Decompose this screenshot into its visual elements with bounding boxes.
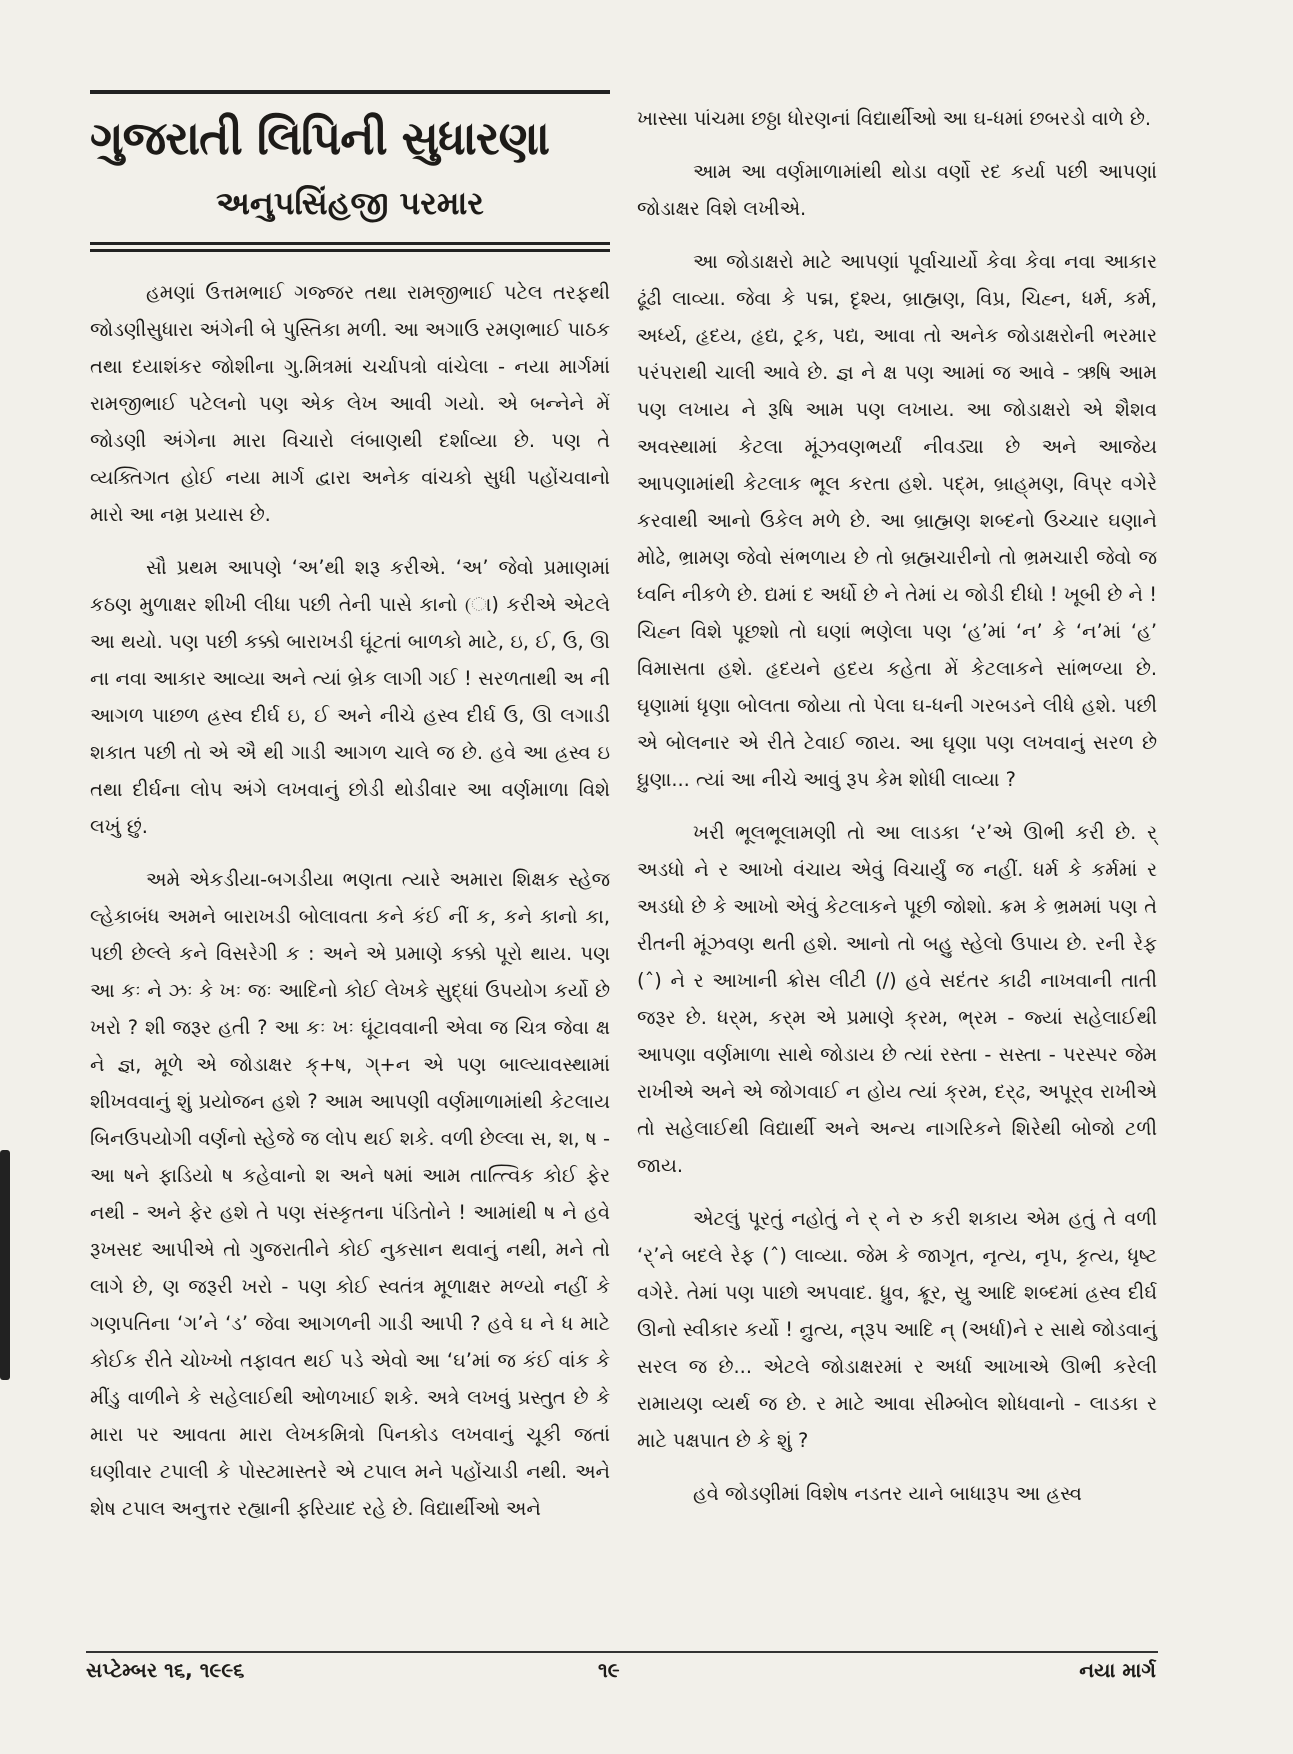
title-bottom-rule [90, 242, 610, 252]
paragraph: આમ આ વર્ણમાળામાંથી થોડા વર્ણો રદ કર્યા પછી આપણાં જોડાક્ષર વિશે લખીએ. [637, 160, 1157, 220]
paragraph: આ જોડાક્ષરો માટે આપણાં પૂર્વાચાર્યો કેવા કેવા નવા આકાર ઢૂંઢી લાવ્યા. જેવા કે પદ્મ, દૃશ્ય, બ્રાહ્મણ, વિપ્ર, ચિહ્ન, ધર્મ, કર્મ, અર્ધ્ય, હૃદય, હૃદ્ય, ટ્રક, પદ્ય, આવા તો અનેક જોડાક્ષરોની ભરમાર પરંપરાથી ચાલી આવે છે. જ્ઞ ને ક્ષ પણ આમાં જ આવે - ઋષિ આમ પણ લખાય ને રૂષિ આમ પણ લખાય. આ જોડાક્ષરો એ શૈશવ અવસ્થામાં કેટલા મૂંઝવણભર્યાં નીવડ્યા છે અને આજેય આપણામાંથી કેટલાક ભૂલ કરતા હશે. પદ્‌મ, બ્રાહ્‌મણ, વિપ્‌ર વગેરે કરવાથી આનો ઉકેલ મળે છે. આ બ્રાહ્મણ શબ્દનો ઉચ્ચાર ઘણાને મોઢે, ભ્રામણ જેવો સંભળાય છે તો બ્રહ્મચારીનો તો ભ્રમચારી જેવો જ ધ્વનિ નીકળે છે. દ્યમાં દ અર્ધો છે ને તેમાં ય જોડી દીધો ! ખૂબી છે ને ! ચિહ્ન વિશે પૂછશો તો ઘણાં ભણેલા પણ ‘હ’માં ‘ન’ કે ‘ન’માં ‘હ’ વિમાસતા હશે. હૃદયને હદય કહેતા મેં કેટલાકને સાંભળ્યા છે. ઘૃણામાં ધૃણા બોલતા જોયા તો પેલા ઘ-ધની ગરબડને લીધે હશે. પછી એ બોલનાર એ રીતે ટેવાઈ જાય. આ ઘૃણા પણ લખવાનું સરળ છે ઘ્રુણા... ત્યાં આ નીચે આવું રૂપ કેમ શોધી લાવ્યા ? [637, 250, 1157, 791]
article-author: અનુપસિંહજી પરમાર [216, 184, 484, 222]
title-top-rule [90, 90, 610, 94]
paragraph: હવે જોડણીમાં વિશેષ નડતર યાને બાધારૂપ આ હ્રસ્વ [693, 1482, 1082, 1505]
paragraph: ખરી ભૂલભૂલામણી તો આ લાડકા ‘ર’એ ઊભી કરી છે. ર્ અડધો ને ર આખો વંચાય એવું વિચાર્યું જ નહીં. ધર્મ કે કર્મમાં ર અડધો છે કે આખો એવું કેટલાકને પૂછી જોશો. ક્રમ કે ભ્રમમાં પણ તે રીતની મૂંઝવણ થતી હશે. આનો તો બહુ સ્હેલો ઉપાય છે. રની રેફ (ˆ) ને ર આખાની ક્રોસ લીટી (/) હવે સદંતર કાઢી નાખવાની તાતી જરૂર છે. ધર્‌મ, કર્‌મ એ પ્રમાણે ક્‌રમ, ભ્‌રમ - જ્યાં સહેલાઈથી આપણા વર્ણમાળા સાથે જોડાય છે ત્યાં રસ્તા - સસ્તા - પરસ્પર જેમ રાખીએ અને એ જોગવાઈ ન હોય ત્યાં ક્‌રમ, દર્‌ઢ, અપૂર્‌વ રાખીએ તો સહેલાઈથી વિદ્યાર્થી અને અન્ય નાગરિકને શિરેથી બોજો ટળી જાય. [637, 821, 1157, 1177]
issue-date: સપ્ટેમ્બર ૧૬, ૧૯૯૬ [86, 1658, 245, 1682]
paragraph: અમે એકડીયા-બગડીયા ભણતા ત્યારે અમારા શિક્ષક સ્હેજ લ્હેકાબંધ અમને બારાખડી બોલાવતા કને કંઈ નીં ક, કને કાનો કા, પછી છેલ્લે કને વિસરેગી ક : અને એ પ્રમાણે કક્કો પૂરો થાય. પણ આ કઃ ને ઝઃ કે ખઃ જઃ આદિનો કોઈ લેખકે સુદ્ધાં ઉપયોગ કર્યો છે ખરો ? શી જરૂર હતી ? આ કઃ ખઃ ઘૂંટાવવાની એવા જ ચિત્ર જેવા ક્ષ ને જ્ઞ, મૂળે એ જોડાક્ષર ક્+ષ, ગ્+ન એ પણ બાલ્યાવસ્થામાં શીખવવાનું શું પ્રયોજન હશે ? આમ આપણી વર્ણમાળામાંથી કેટલાય બિનઉપયોગી વર્ણનો સ્હેજે જ લોપ થઈ શકે. વળી છેલ્લા સ, શ, ષ - આ ષને ફાડિયો ષ કહેવાનો શ અને ષમાં આમ તાત્ત્વિક કોઈ ફેર નથી - અને ફેર હશે તે પણ સંસ્કૃતના પંડિતોને ! આમાંથી ષ ને હવે રૂખસદ આપીએ તો ગુજરાતીને કોઈ નુકસાન થવાનું નથી, મને તો લાગે છે, ણ જરૂરી ખરો - પણ કોઈ સ્વતંત્ર મૂળાક્ષર મળ્યો નહીં કે ગણપતિના ‘ગ’ને ‘ડ’ જેવા આગળની ગાડી આપી ? હવે ઘ ને ધ માટે કોઈક રીતે ચોખ્ખો તફાવત થઈ પડે એવો આ ‘ઘ’માં જ કંઈ વાંક કે મીંડુ વાળીને કે સહેલાઈથી ઓળખાઈ શકે. અત્રે લખવું પ્રસ્તુત છે કે મારા પર આવતા મારા લેખકમિત્રો પિનકોડ લખવાનું ચૂકી જતાં ઘણીવાર ટપાલી કે પોસ્ટમાસ્તરે એ ટપાલ મને પહોંચાડી નથી. અને શેષ ટપાલ અનુત્તર રહ્યાની ફરિયાદ રહે છે. વિદ્યાર્થીઓ અને [90, 868, 610, 1520]
footer-rule [86, 1651, 1158, 1653]
paragraph: સૌ પ્રથમ આપણે ‘અ’થી શરૂ કરીએ. ‘અ’ જેવો પ્રમાણમાં કઠણ મુળાક્ષર શીખી લીધા પછી તેની પાસે કાનો (ા) કરીએ એટલે આ થયો. પણ પછી કક્કો બારાખડી ઘૂંટતાં બાળકો માટે, ઇ, ઈ, ઉ, ઊ ના નવા આકાર આવ્યા અને ત્યાં બ્રેક લાગી ગઈ ! સરળતાથી અ ની આગળ પાછળ હ્રસ્વ દીર્ઘ ઇ, ઈ અને નીચે હસ્વ દીર્ઘ ઉ, ઊ લગાડી શકાત પછી તો એ ઐ થી ગાડી આગળ ચાલે જ છે. હવે આ હ્રસ્વ ઇ તથા દીર્ઘના લોપ અંગે લખવાનું છોડી થોડીવાર આ વર્ણમાળા વિશે લખું છું. [90, 556, 610, 838]
paragraph: હમણાં ઉત્તમભાઈ ગજ્જર તથા રામજીભાઈ પટેલ તરફથી જોડણીસુધારા અંગેની બે પુસ્તિકા મળી. આ અગાઉ રમણભાઈ પાઠક તથા દયાશંકર જોશીના ગુ.મિત્રમાં ચર્ચાપત્રો વાંચેલા - નયા માર્ગમાં રામજીભાઈ પટેલનો પણ એક લેખ આવી ગયો. એ બન્નેને મેં જોડણી અંગેના મારા વિચારો લંબાણથી દર્શાવ્યા છે. પણ તે વ્યક્તિગત હોઈ નયા માર્ગ દ્વારા અનેક વાંચકો સુધી પહોંચવાનો મારો આ નમ્ર પ્રયાસ છે. [90, 281, 610, 526]
article-title: ગુજરાતી લિપિની સુધારણા [90, 111, 549, 165]
paragraph: ખાસ્સા પાંચમા છઠ્ઠા ધોરણનાં વિદ્યાર્થીઓ આ ઘ-ધમાં છબરડો વાળે છે. [637, 107, 1151, 130]
left-column [90, 90, 610, 1543]
right-column [637, 100, 1157, 1528]
page-number: ૧૯ [598, 1658, 620, 1682]
paragraph: એટલું પૂરતું નહોતું ને ર્ ને રુ કરી શકાય એમ હતું તે વળી ‘ર્’ને બદલે રેફ (ˆ) લાવ્યા. જેમ કે જાગૃત, નૃત્ય, નૃપ, કૃત્ય, ધૃષ્ટ વગેરે. તેમાં પણ પાછો અપવાદ. ધ્રુવ, ક્રૂર, સ્રુ આદિ શબ્દમાં હ્રસ્વ દીર્ઘ ઊનો સ્વીકાર કર્યો ! ન્રુત્ય, ન્‌રૂપ આદિ ન્ (અર્ધા)ને ર સાથે જોડવાનું સરલ જ છે... એટલે જોડાક્ષરમાં ર અર્ધા આખાએ ઊભી કરેલી રામાયણ વ્યર્થ જ છે. ર માટે આવા સીમ્બોલ શોધવાનો - લાડકા ર માટે પક્ષપાત છે કે શું ? [637, 1207, 1157, 1452]
magazine-name: નયા માર્ગ [1079, 1658, 1156, 1682]
page-footer [86, 1658, 1156, 1694]
scan-edge-mark [0, 1150, 10, 1380]
